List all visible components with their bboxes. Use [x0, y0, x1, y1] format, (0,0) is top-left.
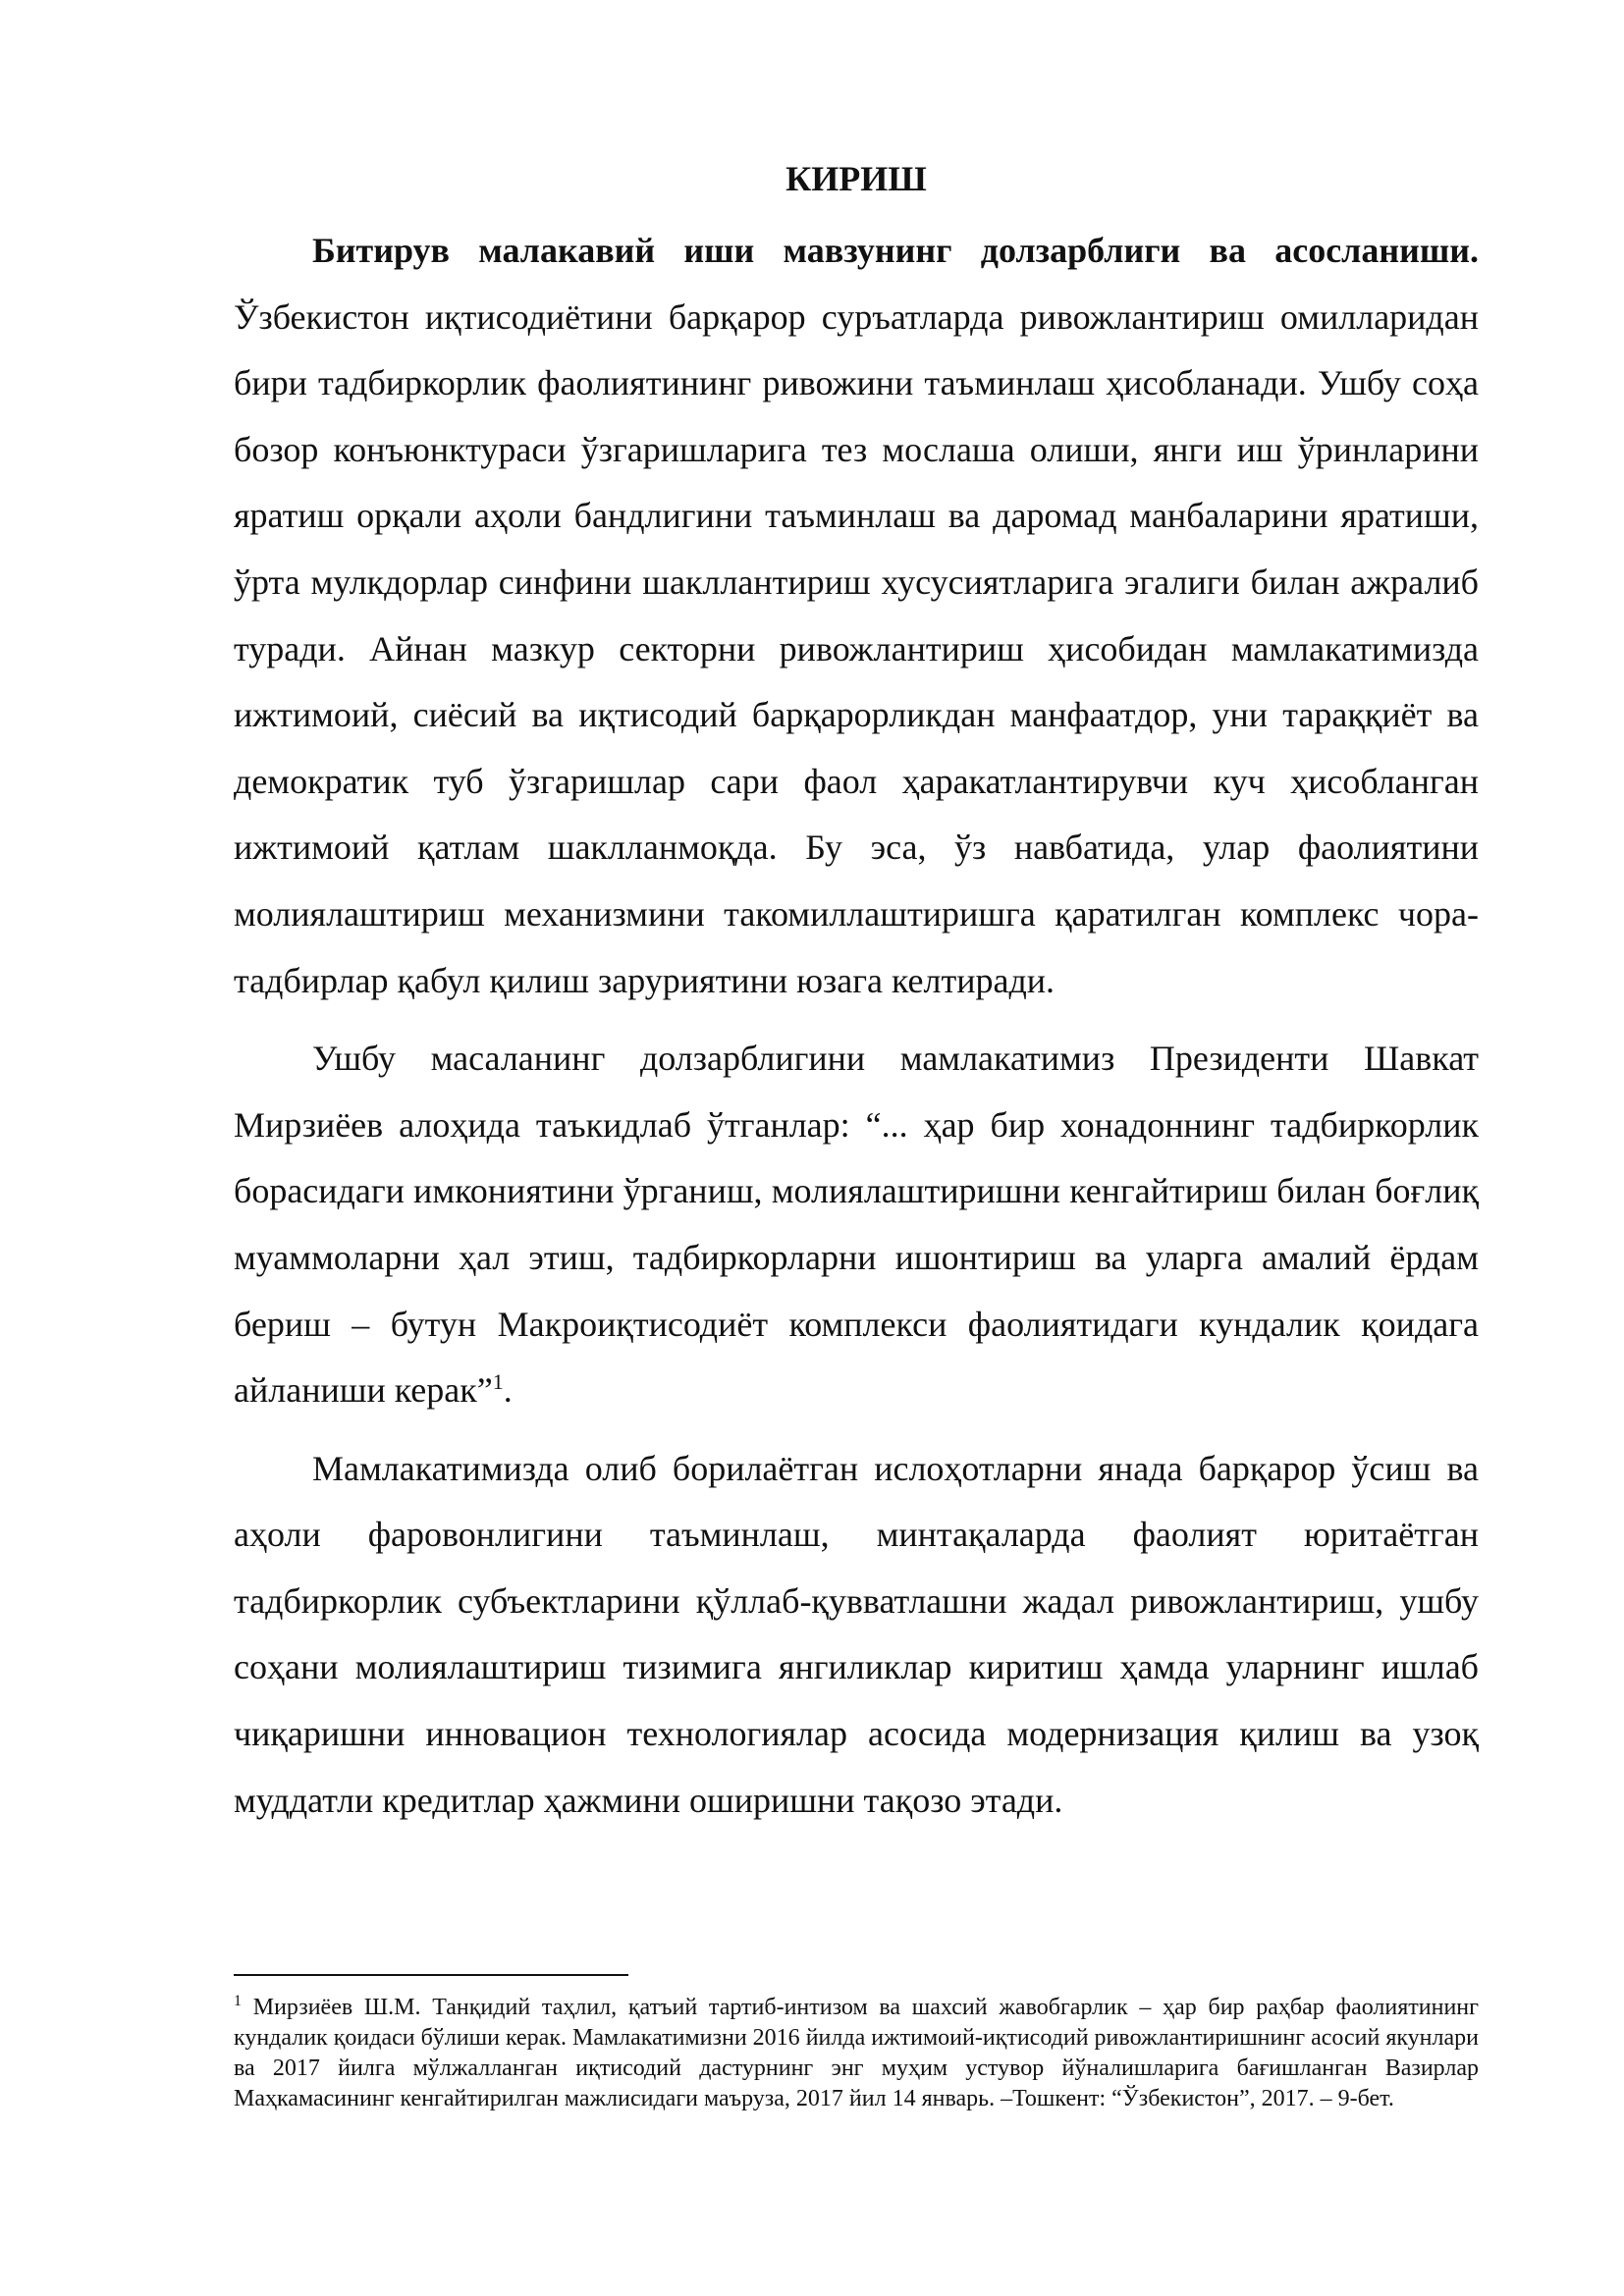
- footnote-text: Мирзиёев Ш.М. Танқидий таҳлил, қатъий тартиб-интизом ва шахсий жавобгарлик – ҳар бир раҳбар фаолиятининг кундалик қоидаси бўлиши керак. Мамлакатимизни 2016 йилда ижтимоий-иқтисодий ривожлантиришнинг асосий якунлари ва 2017 йилга мўлжалланган иқтисодий дастурнинг энг муҳим устувор йўналишларига бағишланган Вазирлар Маҳкамасининг кенгайтирилган мажлисидаги маъруза, 2017 йил 14 январь. –Тошкент: “Ўзбекистон”, 2017. – 9-бет.: [234, 1995, 1479, 2111]
- footnote-marker: 1: [234, 1993, 242, 2009]
- paragraph-lead: Битирув малакавий иши мавзунинг долзарблиги ва асосланиши.: [312, 231, 1479, 270]
- paragraph-text: Мамлакатимизда олиб борилаётган ислоҳотларни янада барқарор ўсиш ва аҳоли фаровонлигини таъминлаш, минтақаларда фаолият юритаётган тадбиркорлик субъектларини қўллаб-қувватлашни жадал ривожлантириш, ушбу соҳани молиялаштириш тизимига янгиликлар киритиш ҳамда уларнинг ишлаб чиқаришни инновацион технологиялар асосида модернизация қилиш ва узоқ муддатли кредитлар ҳажмини оширишни тақозо этади.: [234, 1448, 1479, 1820]
- paragraph-text: Ушбу масаланинг долзарблигини мамлакатимиз Президенти Шавкат Мирзиёев алоҳида таъкидлаб ўтганлар: “... ҳар бир хонадоннинг тадбиркорлик борасидаги имкониятини ўрганиш, молиялаштиришни кенгайтириш билан боғлиқ муаммоларни ҳал этиш, тадбиркорларни ишонтириш ва уларга амалий ёрдам бериш – бутун Макроиқтисодиёт комплекси фаолиятидаги кундалик қоидага айланиши керак”: [234, 1039, 1479, 1411]
- paragraph-text: Ўзбекистон иқтисодиётини барқарор суръатларда ривожлантириш омилларидан бири тадбиркорлик фаолиятининг ривожини таъминлаш ҳисобланади. Ушбу соҳа бозор конъюнктураси ўзгаришларига тез мослаша олиши, янги иш ўринларини яратиш орқали аҳоли бандлигини таъминлаш ва даромад манбаларини яратиши, ўрта мулкдорлар синфини шакллантириш хусусиятларига эгалиги билан ажралиб туради. Айнан мазкур секторни ривожлантириш ҳисобидан мамлакатимизда ижтимоий, сиёсий ва иқтисодий барқарорликдан манфаатдор, уни тараққиёт ва демократик туб ўзгаришлар сари фаол ҳаракатлантирувчи куч ҳисобланган ижтимоий қатлам шаклланмоқда. Бу эса, ўз навбатида, улар фаолиятини молиялаштириш механизмини такомиллаштиришга қаратилган комплекс чора-тадбирлар қабул қилиш заруриятини юзага келтиради.: [234, 296, 1479, 1000]
- paragraph-tail: .: [503, 1370, 513, 1411]
- body-text: [234, 218, 1479, 1834]
- footnote: [234, 1993, 1479, 2114]
- paragraph-relevance: [234, 218, 1479, 1014]
- footnote-reference[interactable]: 1: [492, 1369, 504, 1395]
- page-title: КИРИШ: [785, 159, 927, 198]
- footnote-divider: [234, 1974, 628, 1976]
- paragraph-reforms: [234, 1436, 1479, 1835]
- paragraph-quote: [234, 1026, 1479, 1424]
